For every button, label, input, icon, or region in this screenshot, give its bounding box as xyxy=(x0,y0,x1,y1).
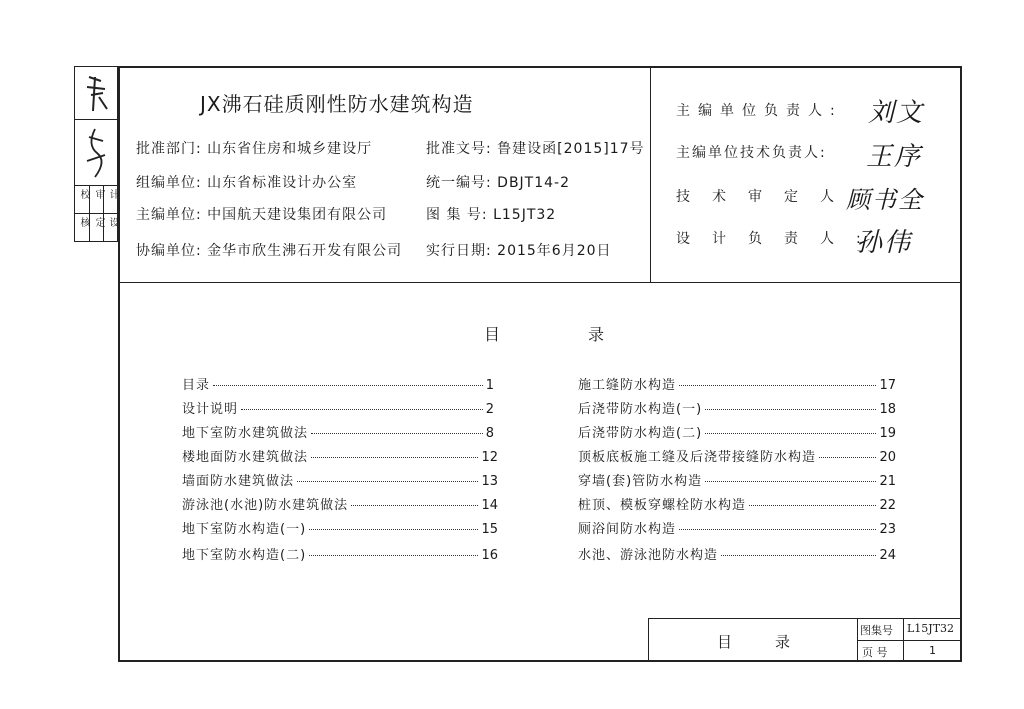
toc-leader xyxy=(679,385,876,386)
toc-item-label: 后浇带防水构造(一) xyxy=(578,402,703,417)
toc-item-left-7[interactable] xyxy=(182,544,498,566)
signature-0: 刘文 xyxy=(868,98,925,128)
meta-right-1 xyxy=(426,172,570,192)
toc-leader xyxy=(721,555,876,556)
meta-value: 山东省标准设计办公室 xyxy=(207,175,358,191)
atlas-number-value: L15JT32 xyxy=(907,622,955,635)
toc-item-left-2[interactable] xyxy=(182,422,494,444)
toc-item-right-3[interactable] xyxy=(578,446,896,468)
toc-item-label: 地下室防水构造(一) xyxy=(182,522,307,537)
meta-value: 中国航天建设集团有限公司 xyxy=(207,207,388,223)
toc-leader xyxy=(351,505,478,506)
toc-item-page: 22 xyxy=(879,498,896,513)
responsible-label-3: 设计负责人: xyxy=(676,231,883,247)
toc-item-label: 后浇带防水构造(二) xyxy=(578,426,703,441)
toc-item-right-5[interactable] xyxy=(578,494,896,516)
meta-label: 图 集 号: xyxy=(426,207,488,223)
meta-value: 2015年6月20日 xyxy=(497,243,612,259)
toc-leader xyxy=(311,433,483,434)
toc-item-page: 8 xyxy=(485,426,494,441)
toc-item-page: 24 xyxy=(879,548,896,563)
header-vertical-divider xyxy=(650,66,651,282)
toc-item-right-2[interactable] xyxy=(578,422,896,444)
strip-label-4: 定 xyxy=(93,217,104,227)
meta-value: 金华市欣生沸石开发有限公司 xyxy=(207,243,403,259)
toc-leader xyxy=(705,409,876,410)
meta-value: 鲁建设函[2015]17号 xyxy=(497,141,645,157)
title-block-name-2: 录 xyxy=(775,633,791,651)
meta-left-2 xyxy=(136,204,387,224)
toc-leader xyxy=(309,529,478,530)
toc-leader xyxy=(705,481,876,482)
toc-item-right-6[interactable] xyxy=(578,518,896,540)
responsible-label-1: 主编单位技术负责人: xyxy=(676,145,827,161)
toc-item-label: 地下室防水建筑做法 xyxy=(182,426,309,441)
signature-3: 孙伟 xyxy=(856,228,913,258)
toc-item-right-4[interactable] xyxy=(578,470,896,492)
toc-item-label: 施工缝防水构造 xyxy=(578,378,677,393)
meta-value: DBJT14-2 xyxy=(497,175,571,191)
responsible-label-0: 主编单位负责人: xyxy=(676,103,843,119)
toc-item-page: 2 xyxy=(485,402,494,417)
title-block-name-1: 目 xyxy=(717,633,733,651)
meta-left-1 xyxy=(136,172,357,192)
toc-item-page: 12 xyxy=(481,450,498,465)
toc-item-page: 18 xyxy=(879,402,896,417)
toc-leader xyxy=(311,457,478,458)
toc-item-label: 穿墙(套)管防水构造 xyxy=(578,474,703,489)
toc-item-label: 顶板底板施工缝及后浇带接缝防水构造 xyxy=(578,450,817,465)
toc-item-label: 设计说明 xyxy=(182,402,239,417)
signature-2: 顾书全 xyxy=(846,186,924,214)
meta-left-3 xyxy=(136,240,402,260)
meta-label: 组编单位: xyxy=(136,175,202,191)
meta-value: 山东省住房和城乡建设厅 xyxy=(207,141,373,157)
toc-leader xyxy=(297,481,478,482)
meta-label: 主编单位: xyxy=(136,207,202,223)
toc-item-page: 13 xyxy=(481,474,498,489)
toc-leader xyxy=(705,433,876,434)
toc-leader xyxy=(679,529,876,530)
toc-item-label: 水池、游泳池防水构造 xyxy=(578,548,719,563)
meta-value: L15JT32 xyxy=(493,207,557,223)
meta-right-0 xyxy=(426,138,645,158)
meta-label: 批准文号: xyxy=(426,141,492,157)
toc-item-left-1[interactable] xyxy=(182,398,494,420)
toc-item-label: 地下室防水构造(二) xyxy=(182,548,307,563)
meta-label: 实行日期: xyxy=(426,243,492,259)
binding-strip xyxy=(74,66,118,242)
signature-1: 王序 xyxy=(866,142,923,172)
toc-item-page: 23 xyxy=(879,522,896,537)
toc-item-left-3[interactable] xyxy=(182,446,498,468)
toc-item-left-0[interactable] xyxy=(182,374,494,396)
page-number-value: 1 xyxy=(929,644,936,657)
toc-item-page: 21 xyxy=(879,474,896,489)
meta-right-2 xyxy=(426,204,556,224)
page-number-label: 页 号 xyxy=(862,646,888,659)
toc-leader xyxy=(213,385,483,386)
atlas-number-label: 图集号 xyxy=(860,624,893,637)
toc-leader xyxy=(819,457,876,458)
toc-item-page: 15 xyxy=(481,522,498,537)
strip-label-1: 校 xyxy=(78,189,89,199)
toc-leader xyxy=(309,555,478,556)
meta-label: 批准部门: xyxy=(136,141,202,157)
meta-label: 统一编号: xyxy=(426,175,492,191)
toc-item-label: 桩顶、模板穿螺栓防水构造 xyxy=(578,498,747,513)
toc-item-label: 目录 xyxy=(182,378,211,393)
strip-signature-top xyxy=(81,73,111,115)
toc-item-label: 墙面防水建筑做法 xyxy=(182,474,295,489)
toc-item-page: 17 xyxy=(879,378,896,393)
toc-item-label: 厕浴间防水构造 xyxy=(578,522,677,537)
meta-left-0 xyxy=(136,138,372,158)
toc-item-left-4[interactable] xyxy=(182,470,498,492)
strip-label-5: 计 xyxy=(107,189,118,199)
toc-item-right-0[interactable] xyxy=(578,374,896,396)
toc-item-left-6[interactable] xyxy=(182,518,498,540)
toc-heading-1: 目 xyxy=(484,325,501,344)
toc-item-page: 14 xyxy=(481,498,498,513)
responsible-label-2: 技术审定人: xyxy=(676,189,883,205)
toc-item-left-5[interactable] xyxy=(182,494,498,516)
strip-label-6: 设 xyxy=(107,217,118,227)
toc-item-right-7[interactable] xyxy=(578,544,896,566)
strip-label-2: 核 xyxy=(78,217,89,227)
strip-signature-mid xyxy=(81,125,111,181)
page-title: JX沸石硅质刚性防水建筑构造 xyxy=(200,92,474,116)
toc-item-page: 16 xyxy=(481,548,498,563)
toc-item-right-1[interactable] xyxy=(578,398,896,420)
toc-item-label: 游泳池(水池)防水建筑做法 xyxy=(182,498,349,513)
toc-heading-2: 录 xyxy=(588,325,605,344)
header-divider xyxy=(118,282,962,283)
toc-item-page: 1 xyxy=(485,378,494,393)
toc-leader xyxy=(241,409,483,410)
toc-leader xyxy=(749,505,876,506)
strip-label-3: 审 xyxy=(93,189,104,199)
toc-item-page: 20 xyxy=(879,450,896,465)
toc-item-page: 19 xyxy=(879,426,896,441)
title-block xyxy=(648,618,962,662)
toc-item-label: 楼地面防水建筑做法 xyxy=(182,450,309,465)
meta-right-3 xyxy=(426,240,612,260)
meta-label: 协编单位: xyxy=(136,243,202,259)
